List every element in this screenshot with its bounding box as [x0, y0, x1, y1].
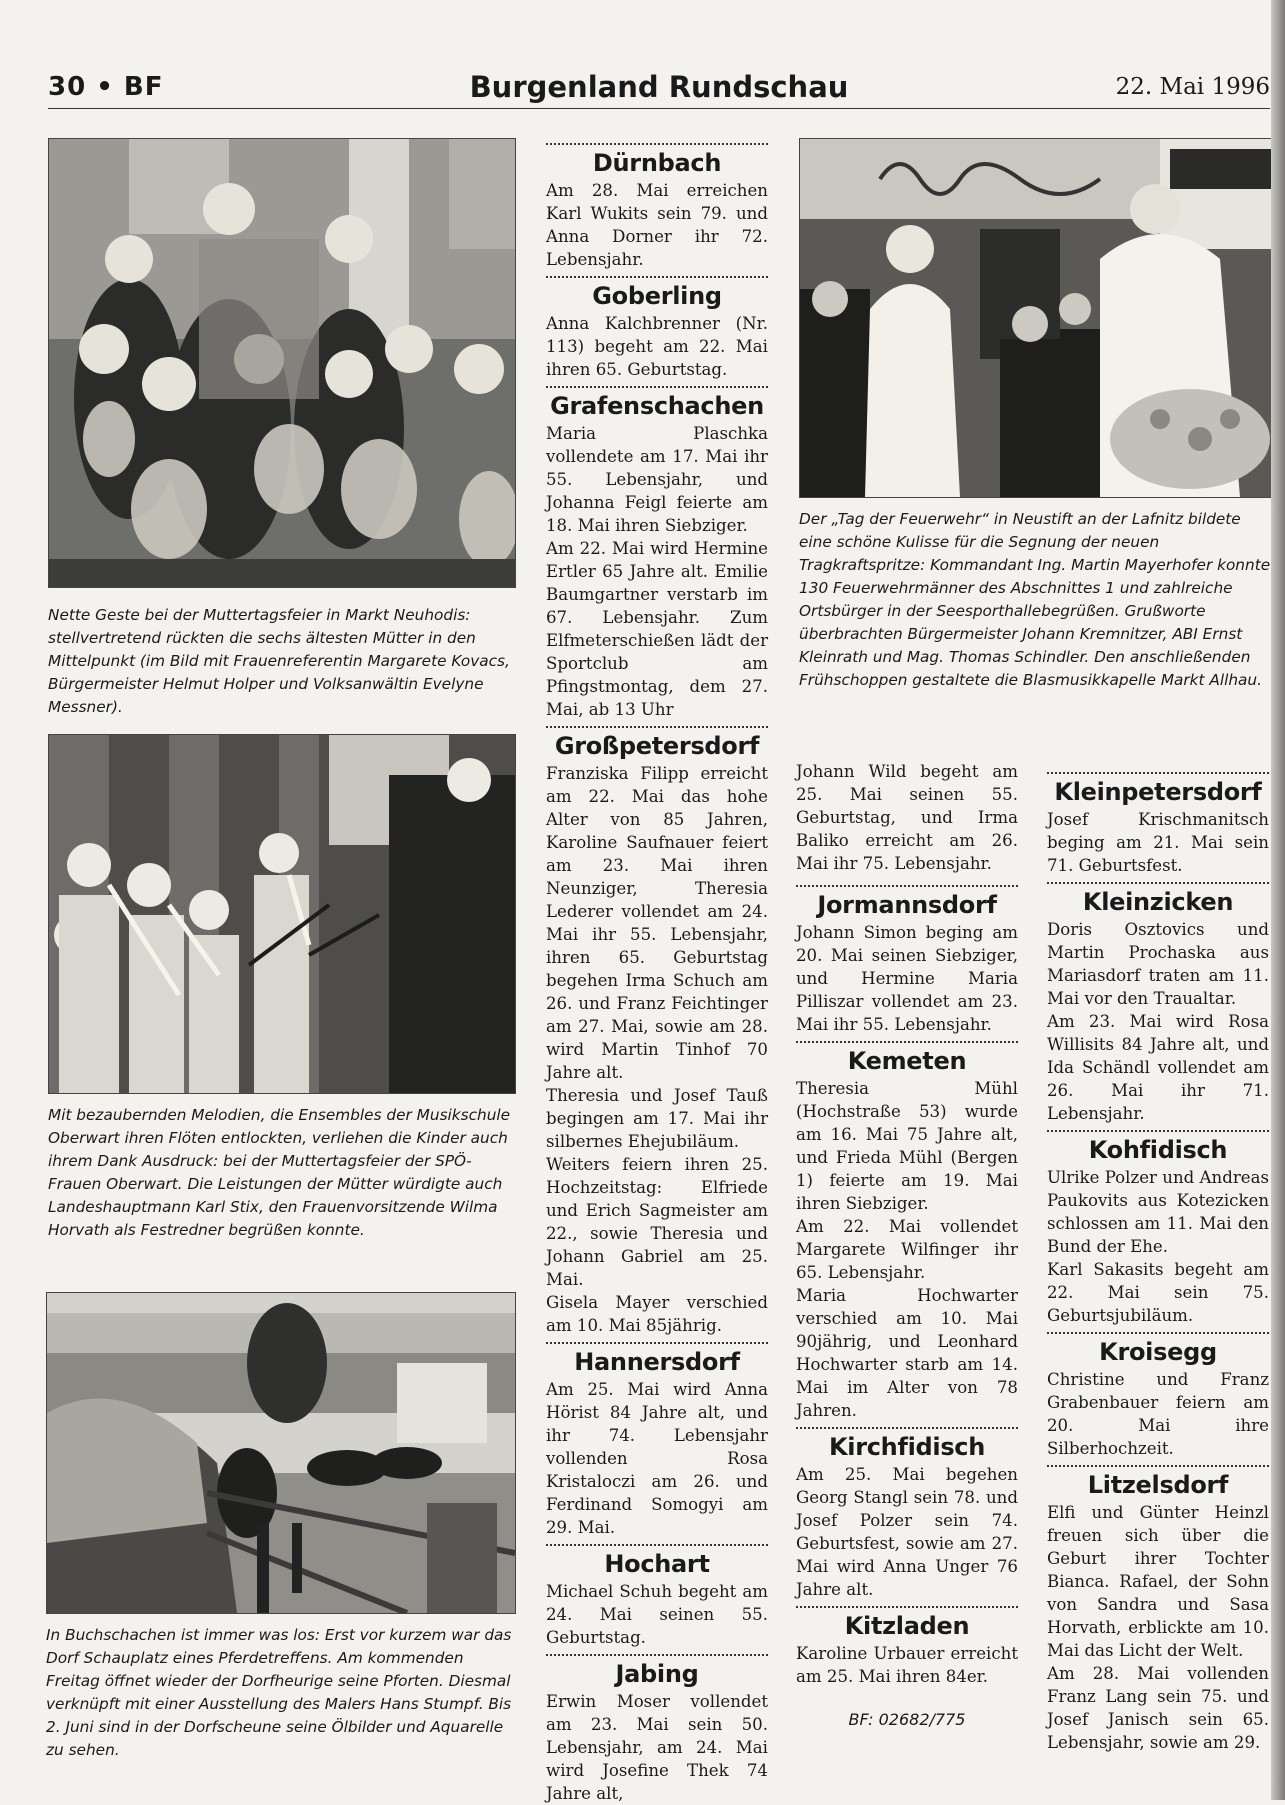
section-text: Maria Hochwarter verschied am 10. Mai 90jährig, und Leonhard Hochwarter starb am 14. Mai im Alter von 78 Jahren.	[796, 1286, 1018, 1420]
section-goberling	[546, 276, 768, 381]
section-heading: Jabing	[615, 1660, 699, 1688]
section-text: Michael Schuh begeht am 24. Mai seinen 55. Geburtstag.	[546, 1582, 768, 1647]
section-text: Am 25. Mai wird Anna Hörist 84 Jahre alt, und ihr 74. Lebensjahr vollenden Rosa Kristaloczi am 26. und Ferdinand Somogyi am 29. Mai.	[546, 1380, 768, 1537]
section-text: Ulrike Polzer und Andreas Paukovits aus Kotezicken schlossen am 11. Mai den Bund der Ehe.	[1047, 1168, 1269, 1256]
section-text: Theresia und Josef Tauß begingen am 17. Mai ihr silbernes Ehejubiläum.	[546, 1086, 768, 1151]
section-text: Doris Osztovics und Martin Prochaska aus Mariasdorf traten am 11. Mai vor den Traualtar.	[1047, 920, 1269, 1008]
section-kleinpetersdorf	[1047, 772, 1269, 877]
section-text: Josef Krischmanitsch beging am 21. Mai sein 71. Geburtsfest.	[1047, 810, 1269, 875]
section-heading: Litzelsdorf	[1087, 1471, 1229, 1499]
section-heading: Grafenschachen	[550, 392, 764, 420]
section-heading: Kleinzicken	[1082, 888, 1234, 916]
section-durnbach	[546, 143, 768, 271]
section-heading: Kohfidisch	[1088, 1136, 1228, 1164]
section-text: Am 28. Mai erreichen Karl Wukits sein 79. und Anna Dorner ihr 72. Lebensjahr.	[546, 181, 768, 269]
section-text: Am 22. Mai wird Hermine Ertler 65 Jahre alt. Emilie Baumgartner verstarb im 67. Lebensjahr. Zum Elfmeterschießen lädt der Sportclub am Pfingstmontag, dem 27. Mai, ab 13 Uhr	[546, 539, 768, 719]
column-3-news	[796, 760, 1018, 1731]
section-text: Theresia Mühl (Hochstraße 53) wurde am 16. Mai 75 Jahre alt, und Frieda Mühl (Bergen 1) feierte am 19. Mai ihren Siebziger.	[796, 1079, 1018, 1213]
section-kirchfidisch	[796, 1427, 1018, 1601]
publication-title: Burgenland Rundschau	[469, 70, 849, 104]
section-heading: Jormannsdorf	[817, 891, 997, 919]
caption-oberwart: Mit bezaubernden Melodien, die Ensembles der Musikschule Oberwart ihren Flöten entlockten, verliehen die Kinder auch ihrem Dank Ausdruck: bei der Muttertagsfeier der SPÖ-Frauen Oberwart. Die Leistungen der Mütter würdigte auch Landeshauptmann Karl Stix, den Frauenvorsitzende Wilma Horvath als Festredner begrüßen konnte.	[48, 1106, 511, 1239]
section-hannersdorf	[546, 1342, 768, 1539]
section-jabing	[546, 1654, 768, 1805]
section-text: Franziska Filipp erreicht am 22. Mai das hohe Alter von 85 Jahren, Karoline Saufnauer feiert am 23. Mai ihren Neunziger, Theresia Lederer vollendet am 24. Mai ihr 55. Lebensjahr, ihren 65. Geburtstag begehen Irma Schuch am 26. und Franz Feichtinger am 27. Mai, sowie am 28. wird Martin Tinhof 70 Jahre alt.	[546, 764, 768, 1082]
section-text: Elfi und Günter Heinzl freuen sich über die Geburt ihrer Tochter Bianca. Rafael, der Sohn von Sandra und Sasa Horvath, erblickte am 10. Mai das Licht der Welt.	[1047, 1503, 1269, 1660]
section-text: Karl Sakasits begeht am 22. Mai sein 75. Geburtsjubiläum.	[1047, 1260, 1269, 1325]
photo-buchschachen	[46, 1292, 516, 1614]
photo-muttertag-neuhodis	[48, 138, 516, 588]
section-text: Am 22. Mai vollendet Margarete Wilfinger ihr 65. Lebensjahr.	[796, 1217, 1018, 1282]
section-heading: Kleinpetersdorf	[1054, 778, 1262, 806]
page-number: 30 • BF	[48, 72, 164, 102]
caption-feuerwehr: Der „Tag der Feuerwehr“ in Neustift an der Lafnitz bildete eine schöne Kulisse für die Segnung der neuen Tragkraftspritze: Kommandant Ing. Martin Mayerhofer konnte 130 Feuerwehrmänner des Abschnittes 1 und zahlreiche Ortsbürger in der Seesporthallebegrüßen. Grußworte überbrachten Bürgermeister Johann Kremnitzer, ABI Ernst Kleinrath und Mag. Thomas Schindler. Den anschließenden Frühschoppen gestaltete die Blasmusikkapelle Markt Allhau.	[799, 510, 1271, 689]
section-text: Anna Kalchbrenner (Nr. 113) begeht am 22. Mai ihren 65. Geburtstag.	[546, 314, 768, 379]
caption-neuhodis: Nette Geste bei der Muttertagsfeier in Markt Neuhodis: stellvertretend rückten die sechs ältesten Mütter in den Mittelpunkt (im Bild mit Frauenreferentin Margarete Kovacs, Bürgermeister Helmut Holper und Volksanwältin Evelyne Messner).	[48, 606, 510, 716]
issue-date: 22. Mai 1996	[1115, 74, 1270, 100]
section-text: Weiters feiern ihren 25. Hochzeitstag: Elfriede und Erich Sagmeister am 22., sowie Theresia und Johann Gabriel am 25. Mai.	[546, 1155, 768, 1289]
section-heading: Kroisegg	[1099, 1338, 1217, 1366]
section-text: Maria Plaschka vollendete am 17. Mai ihr 55. Lebensjahr, und Johanna Feigl feierte am 18. Mai ihren Siebziger.	[546, 424, 768, 535]
page-header	[48, 60, 1270, 109]
photo-feuerwehr	[799, 138, 1273, 498]
section-heading: Dürnbach	[592, 149, 722, 177]
caption-buchschachen: In Buchschachen ist immer was los: Erst vor kurzem war das Dorf Schauplatz eines Pferdetreffens. Am kommenden Freitag öffnet wieder der Dorfheurige seine Pforten. Diesmal verknüpft mit einer Ausstellung des Malers Hans Stumpf. Bis 2. Juni sind in der Dorfscheune seine Ölbilder und Aquarelle zu sehen.	[46, 1626, 512, 1759]
column-2-news	[546, 143, 768, 1805]
col3-lead-text: Johann Wild begeht am 25. Mai seinen 55. Geburtstag, und Irma Baliko erreicht am 26. Mai ihr 75. Lebensjahr.	[796, 762, 1018, 873]
section-heading: Kitzladen	[844, 1612, 970, 1640]
section-kleinzicken	[1047, 882, 1269, 1125]
section-text: Erwin Moser vollendet am 23. Mai sein 50. Lebensjahr, am 24. Mai wird Josefine Thek 74 Jahre alt,	[546, 1692, 768, 1803]
section-heading: Hannersdorf	[574, 1348, 740, 1376]
section-text: Christine und Franz Grabenbauer feiern am 20. Mai ihre Silberhochzeit.	[1047, 1370, 1269, 1458]
section-text: Am 23. Mai wird Rosa Willisits 84 Jahre alt, und Ida Schändl vollendet am 26. Mai ihr 71. Lebensjahr.	[1047, 1012, 1269, 1123]
section-jormannsdorf	[796, 885, 1018, 1036]
photo-musikschule	[48, 734, 516, 1094]
section-hochart	[546, 1544, 768, 1649]
section-kitzladen	[796, 1606, 1018, 1688]
section-kohfidisch	[1047, 1130, 1269, 1327]
section-text: Am 28. Mai vollenden Franz Lang sein 75. und Josef Janisch sein 65. Lebensjahr, sowie am 29.	[1047, 1664, 1269, 1752]
section-kroisegg	[1047, 1332, 1269, 1460]
section-text: Gisela Mayer verschied am 10. Mai 85jährig.	[546, 1293, 768, 1335]
section-heading: Kirchfidisch	[828, 1433, 986, 1461]
section-heading: Großpetersdorf	[554, 732, 760, 760]
column-4-news	[1047, 772, 1269, 1754]
page-edge-shadow	[1271, 0, 1285, 1800]
section-grafenschachen	[546, 386, 768, 721]
section-text: Karoline Urbauer erreicht am 25. Mai ihren 84er.	[796, 1644, 1018, 1686]
section-litzelsdorf	[1047, 1465, 1269, 1754]
section-heading: Goberling	[592, 282, 722, 310]
section-kemeten	[796, 1041, 1018, 1422]
section-heading: Hochart	[604, 1550, 710, 1578]
section-text: Johann Simon beging am 20. Mai seinen Siebziger, und Hermine Maria Pilliszar vollendet am 23. Mai ihr 55. Lebensjahr.	[796, 923, 1018, 1034]
section-text: Am 25. Mai begehen Georg Stangl sein 78. und Josef Polzer sein 74. Geburtsfest, sowie am 27. Mai wird Anna Unger 76 Jahre alt.	[796, 1465, 1018, 1599]
section-heading: Kemeten	[847, 1047, 967, 1075]
section-grosspetersdorf	[546, 726, 768, 1337]
phone-number: BF: 02682/775	[848, 1710, 966, 1729]
